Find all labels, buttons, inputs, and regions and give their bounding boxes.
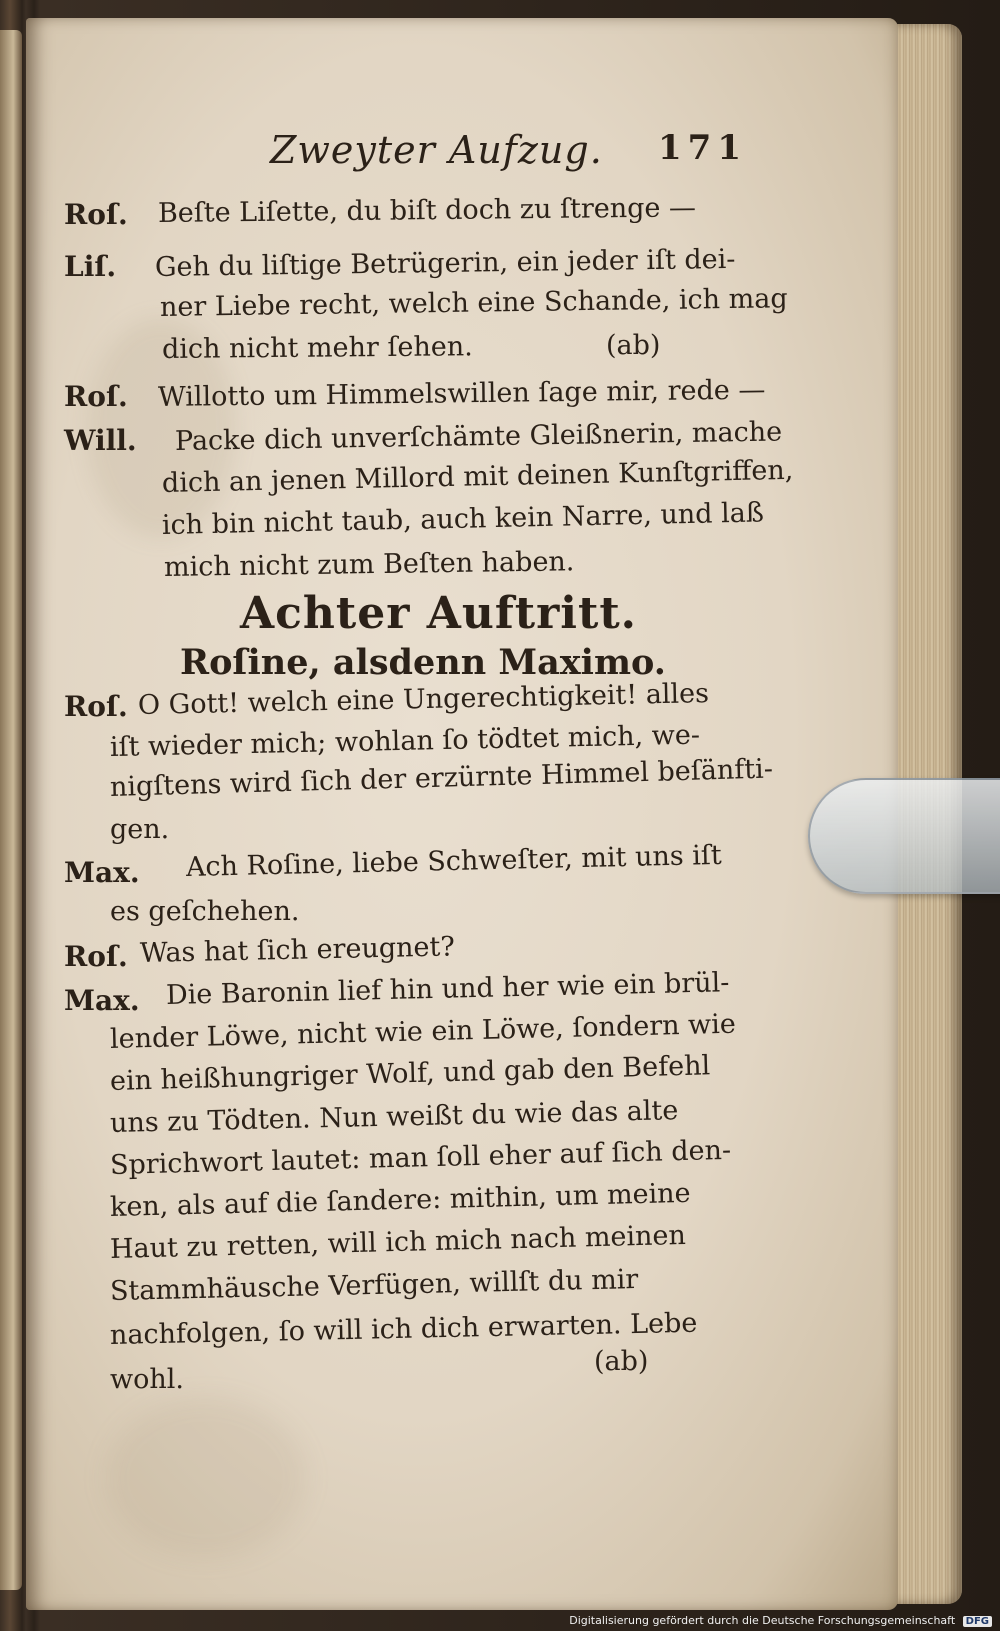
text-line: O Gott! welch eine Ungerechtigkeit! alles: [137, 678, 710, 721]
text-line: ein heißhungriger Wolf, und gab den Befehl: [109, 1050, 711, 1097]
speaker-label: Liſ.: [64, 250, 117, 283]
speaker-label: Max.: [64, 984, 140, 1017]
page-holder-tab: [808, 778, 1000, 894]
speaker-label: Roſ.: [64, 198, 128, 231]
text-line: Was hat ſich ereugnet?: [139, 931, 456, 969]
speaker-label: Roſ.: [64, 380, 128, 413]
scene-heading: Achter Auftritt.: [240, 588, 637, 639]
scene-cast: Roſine, alsdenn Maximo.: [180, 642, 666, 683]
text-line: Packe dich unverſchämte Gleißnerin, mache: [174, 416, 783, 457]
text-line: dich nicht mehr ſehen.: [161, 331, 473, 365]
speaker-label: Max.: [64, 856, 140, 889]
credit-text: Digitalisierung gefördert durch die Deutsche Forschungsgemeinschaft: [569, 1614, 956, 1627]
dfg-logo-icon: DFG: [963, 1616, 992, 1627]
text-line: lender Löwe, nicht wie ein Löwe, ſondern wie: [109, 1008, 737, 1055]
text-line: Sprichwort lautet: man ſoll eher auf ſich den-: [109, 1134, 732, 1181]
text-line: ken, als auf die ſandere: mithin, um meine: [109, 1177, 691, 1223]
text-line: ner Liebe recht, welch eine Schande, ich mag: [159, 283, 788, 323]
text-line: uns zu Tödten. Nun weißt du wie das alte: [109, 1095, 679, 1139]
stage-direction: (ab): [606, 330, 661, 361]
text-line: Ach Roſine, liebe Schweſter, mit uns iſt: [185, 839, 723, 883]
stage-direction: (ab): [594, 1346, 649, 1377]
text-line: ich bin nicht taub, auch kein Narre, und laß: [161, 497, 765, 541]
page-number: 171: [658, 128, 747, 168]
text-line: dich an jenen Millord mit deinen Kunſtgriffen,: [161, 454, 794, 499]
speaker-label: Roſ.: [64, 690, 128, 723]
text-line: nachfolgen, ſo will ich dich erwarten. Lebe: [109, 1307, 698, 1351]
speaker-label: Will.: [64, 424, 137, 457]
text-line: Willotto um Himmelswillen ſage mir, rede —: [157, 374, 766, 413]
paper-stain: [106, 1398, 306, 1558]
text-line: gen.: [110, 814, 170, 845]
text-line: Die Baronin lief hin und her wie ein brül-: [165, 967, 730, 1011]
text-line: Beſte Liſette, du biſt doch zu ſtrenge —: [157, 192, 697, 229]
previous-page-edge: [0, 30, 22, 1590]
running-title: Zweyter Aufzug.: [270, 128, 603, 172]
text-line: mich nicht zum Beſten haben.: [163, 546, 575, 583]
digitization-credit: [569, 1614, 992, 1627]
speaker-label: Roſ.: [64, 940, 128, 973]
text-line: es geſchehen.: [110, 896, 300, 927]
text-line: nigſtens wird ſich der erzürnte Himmel beſänfti-: [109, 753, 774, 803]
text-line: Geh du liſtige Betrügerin, ein jeder iſt dei-: [154, 243, 736, 283]
text-line: Haut zu retten, will ich mich nach meinen: [109, 1219, 687, 1265]
text-line: iſt wieder mich; wohlan ſo tödtet mich, we-: [109, 719, 701, 763]
text-line: wohl.: [110, 1364, 184, 1395]
text-line: Stammhäusche Verfügen, willſt du mir: [109, 1264, 639, 1307]
